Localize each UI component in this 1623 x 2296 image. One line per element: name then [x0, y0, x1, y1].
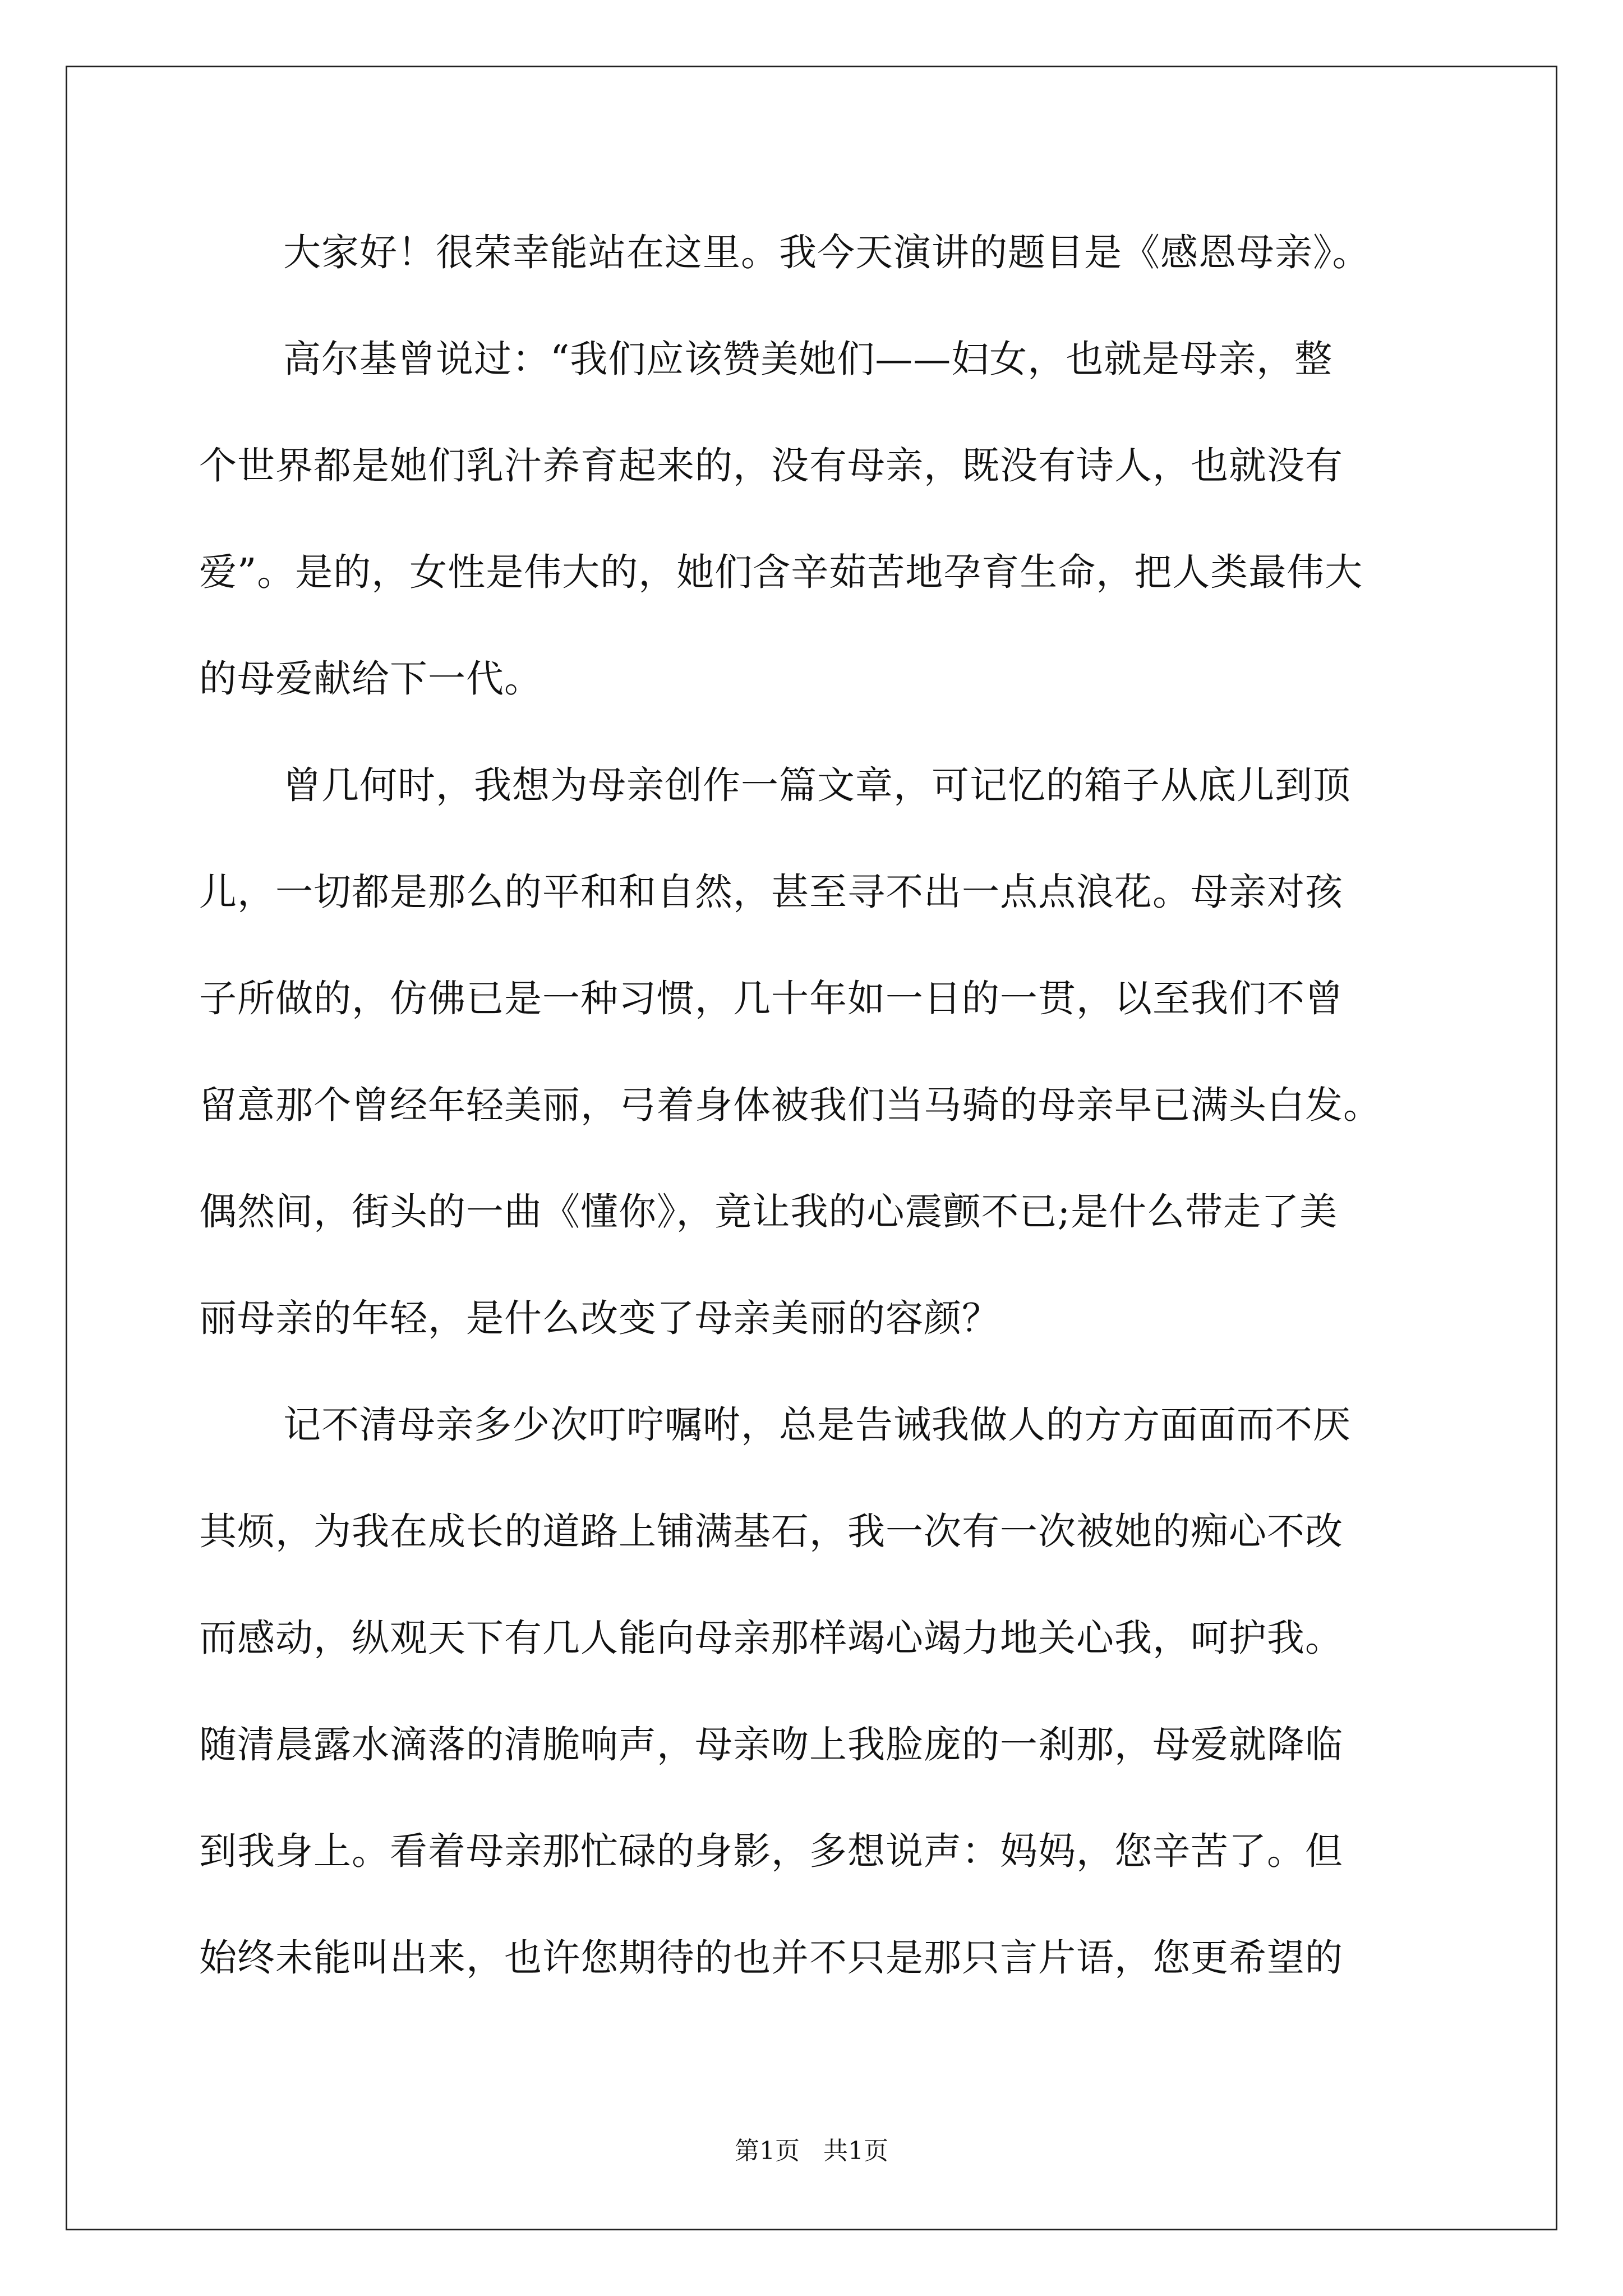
paragraph-2-line-4: 的母爱献给下一代。 [199, 657, 542, 701]
paragraph-4-line-4: 随清晨露水滴落的清脆响声，母亲吻上我脸庞的一刹那，母爱就降临 [199, 1723, 1343, 1766]
paragraph-3-line-4: 留意那个曾经年轻美丽，弓着身体被我们当马骑的母亲早已满头白发。 [199, 1083, 1381, 1127]
paragraph-3-line-2: 儿，一切都是那么的平和和自然，甚至寻不出一点点浪花。母亲对孩 [199, 870, 1343, 914]
page-number: 第1页 [735, 2137, 800, 2165]
paragraph-3-line-1: 曾几何时，我想为母亲创作一篇文章，可记忆的箱子从底儿到顶 [283, 763, 1351, 807]
paragraph-2-line-1: 高尔基曾说过：“我们应该赞美她们——妇女，也就是母亲，整 [283, 337, 1333, 381]
paragraph-4-line-6: 始终未能叫出来，也许您期待的也并不只是那只言片语，您更希望的 [199, 1936, 1343, 1980]
paragraph-2-line-3: 爱”。是的，女性是伟大的，她们含辛茹苦地孕育生命，把人类最伟大 [199, 550, 1363, 594]
paragraph-3-line-3: 子所做的，仿佛已是一种习惯，几十年如一日的一贯，以至我们不曾 [199, 977, 1343, 1020]
paragraph-4-line-1: 记不清母亲多少次叮咛嘱咐，总是告诫我做人的方方面面而不厌 [283, 1403, 1351, 1447]
page-border [66, 66, 1557, 2230]
paragraph-4-line-5: 到我身上。看着母亲那忙碌的身影，多想说声：妈妈，您辛苦了。但 [199, 1829, 1343, 1873]
paragraph-4-line-3: 而感动，纵观天下有几人能向母亲那样竭心竭力地关心我，呵护我。 [199, 1616, 1343, 1660]
paragraph-4-line-2: 其烦，为我在成长的道路上铺满基石，我一次有一次被她的痴心不改 [199, 1510, 1343, 1553]
page-footer [0, 2134, 1623, 2168]
paragraph-3-line-5: 偶然间，街头的一曲《懂你》，竟让我的心震颤不已;是什么带走了美 [199, 1190, 1338, 1234]
page-total: 共1页 [823, 2137, 888, 2165]
paragraph-2-line-2: 个世界都是她们乳汁养育起来的，没有母亲，既没有诗人，也就没有 [199, 444, 1343, 487]
paragraph-1-line-1: 大家好！很荣幸能站在这里。我今天演讲的题目是《感恩母亲》。 [283, 231, 1371, 274]
paragraph-3-line-6: 丽母亲的年轻，是什么改变了母亲美丽的容颜？ [199, 1296, 1000, 1340]
